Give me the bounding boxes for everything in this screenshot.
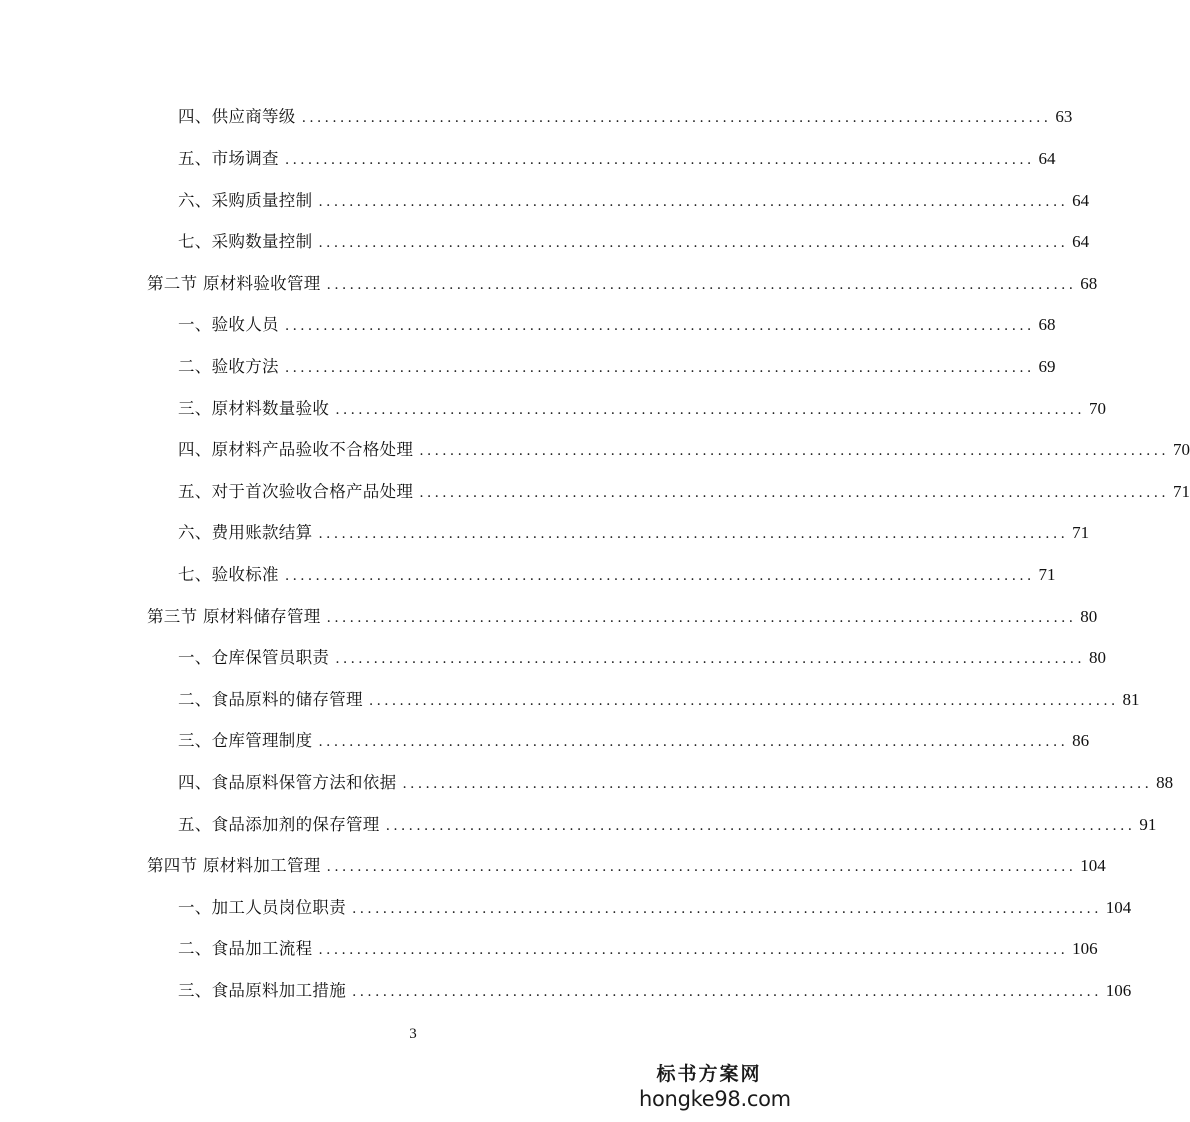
toc-section-entry[interactable]	[147, 854, 1106, 878]
toc-entry[interactable]	[178, 397, 1106, 421]
toc-entry[interactable]	[178, 230, 1090, 254]
toc-entry-page: 71	[1072, 523, 1090, 542]
toc-dot-leader: ..................................................................................................	[352, 984, 1102, 1000]
toc-entry-page: 91	[1139, 815, 1157, 834]
toc-entry-page: 63	[1055, 107, 1073, 126]
toc-entry-title: 第四节 原材料加工管理	[147, 856, 321, 875]
toc-entry-page: 70	[1088, 399, 1106, 418]
toc-entry[interactable]	[178, 979, 1132, 1003]
toc-entry[interactable]	[178, 438, 1190, 462]
toc-entry-page: 70	[1172, 440, 1190, 459]
watermark-title: 标书方案网	[656, 1063, 762, 1085]
toc-section-entry[interactable]	[147, 605, 1098, 629]
toc-entry-page: 104	[1105, 898, 1132, 917]
toc-entry[interactable]	[178, 688, 1140, 712]
toc-entry[interactable]	[178, 729, 1090, 753]
toc-dot-leader: ..................................................................................................	[284, 318, 1035, 334]
toc-entry-page: 86	[1072, 731, 1090, 750]
toc-dot-leader: ..................................................................................................	[326, 859, 1077, 875]
toc-entry-page: 104	[1080, 856, 1106, 875]
toc-entry-title: 三、仓库管理制度	[178, 731, 313, 750]
toc-dot-leader: ..................................................................................................	[368, 693, 1119, 709]
toc-entry-page: 71	[1172, 482, 1190, 501]
toc-entry[interactable]	[178, 646, 1106, 670]
toc-entry-page: 88	[1156, 773, 1174, 792]
toc-entry-title: 五、食品添加剂的保存管理	[178, 815, 380, 834]
toc-entry-title: 二、验收方法	[178, 357, 279, 376]
toc-entry-title: 二、食品原料的储存管理	[178, 690, 363, 709]
toc-entry[interactable]	[178, 813, 1157, 837]
toc-dot-leader: ..................................................................................................	[419, 485, 1169, 501]
toc-dot-leader: ..................................................................................................	[318, 734, 1069, 750]
toc-entry[interactable]	[178, 771, 1174, 795]
toc-entry-title: 四、原材料产品验收不合格处理	[178, 440, 414, 459]
toc-entry-title: 六、费用账款结算	[178, 523, 313, 542]
toc-entry-page: 81	[1122, 690, 1140, 709]
toc-entry-title: 四、食品原料保管方法和依据	[178, 773, 397, 792]
toc-dot-leader: ..................................................................................................	[284, 568, 1035, 584]
toc-entry-title: 二、食品加工流程	[178, 939, 313, 958]
toc-dot-leader: ..................................................................................................	[318, 526, 1069, 542]
toc-entry-title: 七、验收标准	[178, 565, 279, 584]
toc-entry-title: 一、仓库保管员职责	[178, 648, 330, 667]
toc-entry-title: 四、供应商等级	[178, 107, 296, 126]
toc-dot-leader: ..................................................................................................	[335, 402, 1085, 418]
toc-entry-page: 64	[1072, 232, 1090, 251]
toc-entry-page: 68	[1038, 315, 1056, 334]
toc-entry-title: 第二节 原材料验收管理	[147, 274, 321, 293]
toc-entry[interactable]	[178, 147, 1056, 171]
toc-entry-page: 80	[1088, 648, 1106, 667]
toc-entry-page: 71	[1038, 565, 1056, 584]
toc-section-entry[interactable]	[147, 272, 1098, 296]
toc-dot-leader: ..................................................................................................	[318, 235, 1069, 251]
toc-dot-leader: ..................................................................................................	[284, 360, 1035, 376]
toc-entry-title: 五、市场调查	[178, 149, 279, 168]
toc-dot-leader: ..................................................................................................	[419, 443, 1169, 459]
toc-dot-leader: ..................................................................................................	[284, 152, 1035, 168]
toc-entry[interactable]	[178, 355, 1056, 379]
toc-entry[interactable]	[178, 189, 1090, 213]
toc-entry-title: 七、采购数量控制	[178, 232, 313, 251]
toc-dot-leader: ..................................................................................................	[385, 818, 1136, 834]
toc-entry-title: 三、食品原料加工措施	[178, 981, 346, 1000]
toc-entry[interactable]	[178, 937, 1098, 961]
toc-dot-leader: ..................................................................................................	[326, 277, 1077, 293]
toc-entry-page: 106	[1105, 981, 1132, 1000]
toc-entry-title: 六、采购质量控制	[178, 191, 313, 210]
page-number: 3	[409, 1026, 417, 1042]
toc-entry[interactable]	[178, 896, 1132, 920]
toc-entry[interactable]	[178, 105, 1073, 129]
toc-entry-title: 三、原材料数量验收	[178, 399, 330, 418]
toc-entry[interactable]	[178, 480, 1190, 504]
toc-dot-leader: ..................................................................................................	[352, 901, 1102, 917]
watermark-url: hongke98.com	[639, 1087, 791, 1111]
toc-entry-page: 64	[1072, 191, 1090, 210]
toc-dot-leader: ..................................................................................................	[318, 942, 1069, 958]
toc-entry[interactable]	[178, 521, 1090, 545]
toc-entry-title: 五、对于首次验收合格产品处理	[178, 482, 414, 501]
toc-dot-leader: ..................................................................................................	[402, 776, 1153, 792]
toc-entry-page: 69	[1038, 357, 1056, 376]
toc-entry-page: 80	[1080, 607, 1098, 626]
toc-dot-leader: ..................................................................................................	[318, 194, 1069, 210]
toc-entry-title: 第三节 原材料储存管理	[147, 607, 321, 626]
toc-entry-title: 一、加工人员岗位职责	[178, 898, 346, 917]
toc-entry-page: 64	[1038, 149, 1056, 168]
toc-dot-leader: ..................................................................................................	[326, 610, 1077, 626]
toc-entry-title: 一、验收人员	[178, 315, 279, 334]
toc-entry[interactable]	[178, 313, 1056, 337]
watermark-logo	[639, 1062, 791, 1112]
toc-entry-page: 106	[1072, 939, 1098, 958]
toc-entry-page: 68	[1080, 274, 1098, 293]
toc-dot-leader: ..................................................................................................	[301, 110, 1052, 126]
toc-entry[interactable]	[178, 563, 1056, 587]
toc-dot-leader: ..................................................................................................	[335, 651, 1085, 667]
